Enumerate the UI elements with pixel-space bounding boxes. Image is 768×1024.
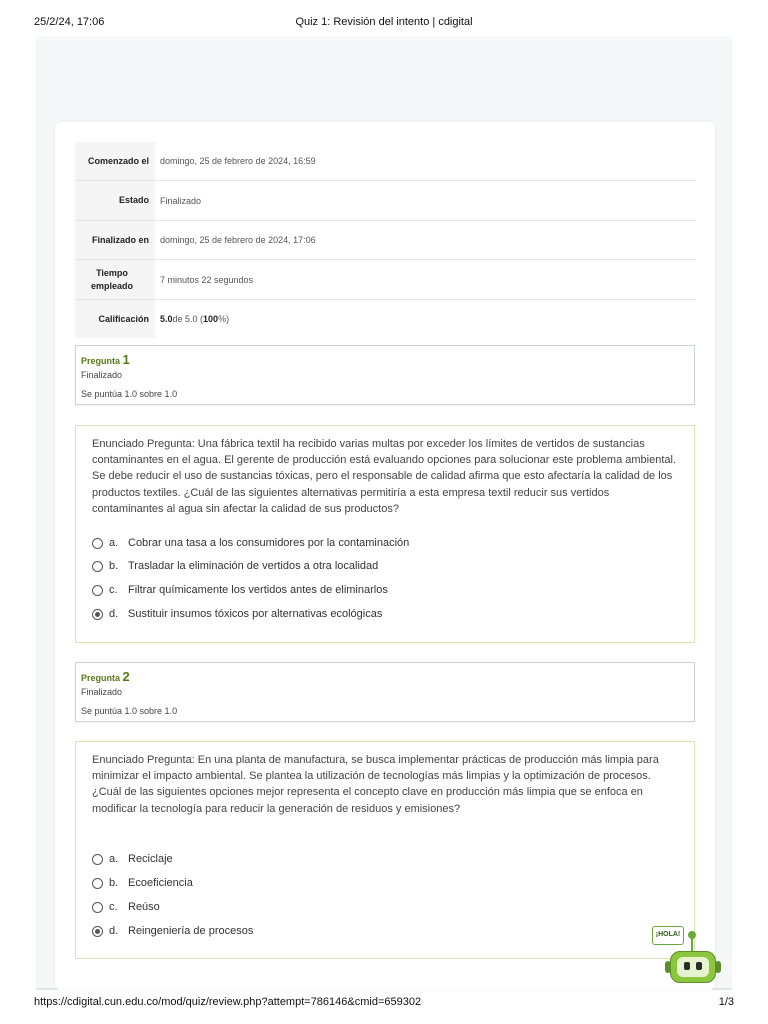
answer-text: Ecoeficiencia xyxy=(128,877,193,889)
answer-option-d[interactable] xyxy=(92,922,253,940)
summary-value: domingo, 25 de febrero de 2024, 17:06 xyxy=(155,221,696,259)
chatbot-button[interactable] xyxy=(650,924,726,988)
chatbot-greeting-bubble: ¡HOLA! xyxy=(652,926,684,945)
grade-end: %) xyxy=(218,314,230,324)
answer-text: Cobrar una tasa a los consumidores por la contaminación xyxy=(128,537,410,549)
radio-button-selected[interactable] xyxy=(92,926,103,937)
question-number xyxy=(81,669,130,684)
summary-row-grade xyxy=(75,299,696,338)
question-state: Finalizado xyxy=(81,687,123,697)
summary-row-finished xyxy=(75,220,696,259)
robot-face xyxy=(677,957,709,977)
answer-letter: a. xyxy=(109,537,119,549)
answer-letter: d. xyxy=(109,925,119,937)
summary-value xyxy=(155,300,696,338)
robot-antenna-stem xyxy=(691,934,693,952)
summary-label: Estado xyxy=(75,181,155,220)
print-page-number: 1/3 xyxy=(718,996,734,1008)
answer-option-b[interactable] xyxy=(92,874,193,892)
question-num: 2 xyxy=(122,669,130,684)
summary-value: 7 minutos 22 segundos xyxy=(155,260,696,299)
print-header xyxy=(34,16,734,30)
radio-button[interactable] xyxy=(92,585,103,596)
robot-eye-right xyxy=(696,962,702,970)
summary-label: Finalizado en xyxy=(75,221,155,259)
answer-option-a[interactable] xyxy=(92,534,409,552)
answer-letter: c. xyxy=(109,901,118,913)
radio-button[interactable] xyxy=(92,561,103,572)
summary-label: Comenzado el xyxy=(75,142,155,180)
answer-text: Sustituir insumos tóxicos por alternativas ecológicas xyxy=(128,608,383,620)
answer-text: Reciclaje xyxy=(128,853,173,865)
radio-button[interactable] xyxy=(92,854,103,865)
print-footer xyxy=(34,996,734,1010)
radio-button[interactable] xyxy=(92,902,103,913)
question-state: Finalizado xyxy=(81,370,123,380)
grade-percent: 100 xyxy=(203,314,219,324)
print-datetime: 25/2/24, 17:06 xyxy=(34,16,105,28)
print-url: https://cdigital.cun.edu.co/mod/quiz/review.php?attempt=786146&cmid=659302 xyxy=(34,996,422,1008)
answer-text: Filtrar químicamente los vertidos antes de eliminarlos xyxy=(128,584,388,596)
answer-letter: c. xyxy=(109,584,118,596)
answer-text: Reúso xyxy=(128,901,160,913)
answer-option-c[interactable] xyxy=(92,898,160,916)
answer-letter: a. xyxy=(109,853,119,865)
answer-text: Trasladar la eliminación de vertidos a otra localidad xyxy=(128,560,379,572)
summary-row-started xyxy=(75,142,696,180)
question-2-content xyxy=(75,741,695,959)
question-label: Pregunta xyxy=(81,673,121,683)
radio-button[interactable] xyxy=(92,878,103,889)
question-text: Enunciado Pregunta: Una fábrica textil ha recibido varias multas por exceder los límites de vertidos de sustancias contaminantes en el agua. El gerente de producción está evaluando opciones para solucionar este problema ambiental. Se debe reducir el uso de sustancias tóxicas, pero el responsable de calidad afirma que esto afectaría la calidad de los productos textiles. ¿Cuál de las siguientes alternativas permitiría a esta empresa textil reducir sus vertidos contaminantes al agua sin afectar la calidad de sus productos? xyxy=(92,438,676,515)
grade-of: de 5.0 ( xyxy=(172,314,204,324)
question-num: 1 xyxy=(122,352,130,367)
summary-row-time xyxy=(75,259,696,299)
question-1-content xyxy=(75,425,695,643)
grade-score: 5.0 xyxy=(160,314,173,324)
question-label: Pregunta xyxy=(81,356,121,366)
answer-option-a[interactable] xyxy=(92,850,173,868)
answer-letter: d. xyxy=(109,608,119,620)
question-2-info xyxy=(75,662,695,722)
answer-text: Reingeniería de procesos xyxy=(128,925,254,937)
answer-option-b[interactable] xyxy=(92,557,378,575)
summary-value: Finalizado xyxy=(155,181,696,220)
robot-eye-left xyxy=(684,962,690,970)
summary-value: domingo, 25 de febrero de 2024, 16:59 xyxy=(155,142,696,180)
answer-option-d[interactable] xyxy=(92,605,382,623)
question-1-info xyxy=(75,345,695,405)
question-grade: Se puntúa 1.0 sobre 1.0 xyxy=(81,706,178,716)
summary-row-state xyxy=(75,180,696,220)
summary-label: Calificación xyxy=(75,300,155,338)
radio-button-selected[interactable] xyxy=(92,609,103,620)
question-number xyxy=(81,352,130,367)
question-grade: Se puntúa 1.0 sobre 1.0 xyxy=(81,389,178,399)
print-page-title: Quiz 1: Revisión del intento | cdigital xyxy=(295,16,473,28)
answer-option-c[interactable] xyxy=(92,581,388,599)
summary-label: Tiempo empleado xyxy=(75,260,155,299)
answer-letter: b. xyxy=(109,560,119,572)
attempt-summary-table xyxy=(75,142,696,338)
radio-button[interactable] xyxy=(92,538,103,549)
question-text: Enunciado Pregunta: En una planta de manufactura, se busca implementar prácticas de producción más limpia para minimizar el impacto ambiental. Se plantea la utilización de tecnologías más limpias y la optimización de procesos. ¿Cuál de las siguientes opciones mejor representa el concepto clave en producción más limpia que se enfoca en modificar la tecnología para reducir la generación de residuos y emisiones? xyxy=(92,754,659,815)
answer-letter: b. xyxy=(109,877,119,889)
